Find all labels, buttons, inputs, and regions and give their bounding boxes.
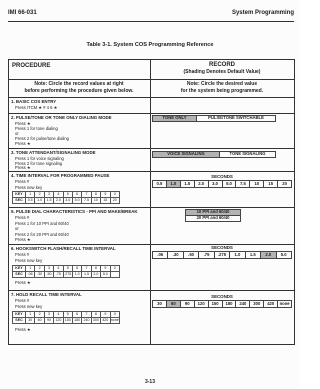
row-rule xyxy=(8,113,295,114)
sec-cell: .06 xyxy=(26,272,35,278)
sec-cell: .275 xyxy=(64,271,72,276)
key-cell: 9 xyxy=(101,312,110,318)
step-instruction: Press ★ xyxy=(15,327,31,332)
sec-cell: 1.5 xyxy=(44,198,53,204)
step-instruction: Press # xyxy=(15,252,30,257)
key-cell: 5 xyxy=(63,192,72,198)
sec-cell: none xyxy=(110,317,119,322)
key-cell: 4 xyxy=(54,312,63,318)
sec-label: SEC xyxy=(13,198,26,204)
row-rule xyxy=(8,79,295,80)
step-instruction: Press 1 for 10 PPI and 60/40 xyxy=(15,220,69,226)
sec-row xyxy=(13,272,120,278)
key-cell: 0 xyxy=(110,312,119,318)
seconds-label: SECONDS xyxy=(211,245,233,250)
seconds-option: 1.5 xyxy=(180,181,194,187)
record-option-10-ppi: 10 PPI and 60/40 xyxy=(185,209,241,216)
key-cell: 2 xyxy=(35,192,44,198)
document-id: IMI 66-031 xyxy=(8,10,37,16)
key-cell: 0 xyxy=(110,266,119,272)
seconds-option: 240 xyxy=(235,301,249,307)
seconds-option: 30 xyxy=(157,300,162,306)
sec-cell: 5.0 xyxy=(101,272,110,278)
step-instruction: Press ★ xyxy=(15,165,31,170)
key-table-pause xyxy=(12,191,120,204)
seconds-option: 3.0 xyxy=(208,181,222,187)
sec-cell: 5.0 xyxy=(72,198,81,204)
sec-cell: 1.5 xyxy=(82,272,91,278)
key-cell: 8 xyxy=(91,312,100,318)
step-instruction: or xyxy=(15,226,19,231)
step-title: 7. HOLD RECALL TIME INTERVAL xyxy=(11,292,82,297)
sec-cell: 30 xyxy=(26,318,35,324)
record-option-pulse-tone: PULSE/TONE SWITCHABLE xyxy=(196,115,276,122)
step-title: 5. PULSE DIAL CHARACTERISTICS - PPI AND MAKE/BREAK xyxy=(11,209,138,214)
key-label: KEY xyxy=(13,312,26,318)
seconds-option: 1.0 xyxy=(229,252,244,258)
header-rule xyxy=(8,21,294,22)
step-instruction: Press 2 for tone signaling xyxy=(15,160,63,166)
seconds-option: .75 xyxy=(198,252,213,258)
seconds-option: 2.0 xyxy=(194,181,208,187)
seconds-option: 20 xyxy=(277,181,291,187)
key-cell: 5 xyxy=(63,266,72,272)
seconds-option: 300 xyxy=(249,301,263,307)
seconds-option: 420 xyxy=(263,301,277,307)
sec-row xyxy=(13,318,120,324)
key-cell: 5 xyxy=(63,312,72,318)
key-cell: 3 xyxy=(44,312,53,318)
seconds-option: 120 xyxy=(194,301,208,307)
step-title: 1. BASIC COS ENTRY xyxy=(11,99,57,104)
key-cell: 1 xyxy=(26,266,35,272)
sec-cell: 20 xyxy=(110,198,119,204)
sec-cell: 15 xyxy=(101,198,110,204)
key-cell: 4 xyxy=(54,266,63,272)
sec-label: SEC xyxy=(13,318,26,324)
seconds-option: 150 xyxy=(208,301,222,307)
seconds-option: .30 xyxy=(167,252,182,258)
key-cell: 0 xyxy=(110,192,119,198)
record-column-header: RECORD xyxy=(208,62,235,68)
step-title: 3. TONE ATTENDANT/SIGNALING MODE xyxy=(11,150,96,155)
procedure-note-line: before performing the procedure given below. xyxy=(24,88,134,94)
sec-cell: 2.0 xyxy=(54,198,63,204)
sec-cell: 0.5 xyxy=(26,198,35,204)
key-cell: 2 xyxy=(35,312,44,318)
step-instruction: Press # xyxy=(15,215,30,220)
key-cell: 9 xyxy=(101,266,110,272)
step-instruction: Press new key xyxy=(15,184,43,190)
key-cell: 1 xyxy=(26,312,35,318)
sec-cell: .30 xyxy=(35,272,44,278)
record-column-subheader: (Shading Denotes Default Value) xyxy=(183,69,261,75)
sec-cell: 180 xyxy=(74,317,81,322)
row-rule xyxy=(8,148,295,149)
key-cell: 6 xyxy=(72,192,81,198)
step-instruction: Press 2 for pulse/tone dialing xyxy=(15,136,70,141)
step-instruction: Press # xyxy=(15,298,30,303)
row-rule xyxy=(8,207,295,208)
procedure-note-line: Note: Circle the record values at right xyxy=(34,81,124,87)
seconds-label: SECONDS xyxy=(211,294,233,299)
step-instruction: Press # xyxy=(15,179,30,184)
seconds-option: 1.5 xyxy=(245,252,260,258)
step-instruction: Press ★ xyxy=(15,141,31,146)
seconds-option: 10 xyxy=(249,181,263,187)
key-cell: 1 xyxy=(26,192,35,198)
sec-cell: .75 xyxy=(54,272,63,278)
seconds-option: 0.5 xyxy=(156,180,163,186)
key-cell: 3 xyxy=(44,192,53,198)
row-rule xyxy=(8,171,295,172)
record-note-line: Note: Circle the desired value xyxy=(186,81,258,87)
record-option-voice-signaling: VOICE SIGNALING xyxy=(152,151,220,158)
seconds-option: 7.5 xyxy=(235,181,249,187)
sec-cell: 2.0 xyxy=(91,272,100,278)
key-cell: 6 xyxy=(72,266,81,272)
step-instruction: Press new key xyxy=(15,258,43,263)
seconds-option: 15 xyxy=(263,181,277,187)
seconds-option: 90 xyxy=(180,301,194,307)
sec-cell: 1.0 xyxy=(72,272,81,278)
step-instruction: or xyxy=(15,131,19,136)
record-option-tone-only: TONE ONLY xyxy=(152,115,197,122)
page-number: 3-13 xyxy=(144,379,155,385)
step-instruction: Press ★ xyxy=(15,280,31,285)
seconds-option: 5.0 xyxy=(222,181,236,187)
sec-cell: 1.0 xyxy=(35,198,44,204)
sec-cell: 90 xyxy=(44,318,53,324)
row-rule xyxy=(8,290,295,291)
row-rule xyxy=(8,244,295,245)
step-instruction: Press 1 for tone dialing xyxy=(15,126,58,131)
seconds-option: 60 xyxy=(166,301,180,307)
sec-cell xyxy=(110,272,119,278)
sec-cell: 420 xyxy=(102,317,109,322)
table-title: Table 3-1. System COS Programming Reference xyxy=(86,42,214,48)
sec-cell: 3.0 xyxy=(63,198,72,204)
key-label: KEY xyxy=(13,266,26,272)
record-option-tone-signaling: TONE SIGNALING xyxy=(219,151,276,158)
section-title: System Programming xyxy=(231,10,294,16)
seconds-option: 1.0 xyxy=(166,181,180,187)
procedure-column-header: PROCEDURE xyxy=(12,63,51,69)
seconds-option: .275 xyxy=(214,252,229,258)
step-instruction: Press new key xyxy=(15,304,43,309)
step-instruction: Press 2 for 20 PPI and 60/40 xyxy=(15,231,69,237)
sec-cell: 10 xyxy=(91,198,100,204)
pause-seconds-options xyxy=(152,180,292,188)
sec-label: SEC xyxy=(13,272,26,278)
key-cell: 8 xyxy=(91,266,100,272)
key-cell: 6 xyxy=(72,312,81,318)
step-instruction: Press ★ xyxy=(15,237,31,242)
record-option-20-ppi: 20 PPI and 60/40 xyxy=(185,215,241,222)
step-title: 6. HOOKSWITCH FLASH/RECALL TIME INTERVAL xyxy=(11,246,116,251)
key-cell: 7 xyxy=(82,312,91,318)
record-note-line: for the system being programmed. xyxy=(180,88,264,94)
sec-cell: 120 xyxy=(55,317,62,322)
seconds-option: 5.0 xyxy=(276,252,291,258)
sec-cell: .50 xyxy=(44,272,53,278)
key-cell: 8 xyxy=(91,192,100,198)
sec-row xyxy=(13,198,120,204)
key-cell: 4 xyxy=(54,192,63,198)
key-cell: 7 xyxy=(82,192,91,198)
key-cell: 9 xyxy=(101,192,110,198)
seconds-option: none xyxy=(277,301,291,307)
column-divider xyxy=(150,59,151,345)
seconds-label: SECONDS xyxy=(211,174,233,179)
sec-cell: 7.5 xyxy=(82,198,91,204)
sec-cell: 150 xyxy=(64,317,71,322)
key-table-hookflash xyxy=(12,265,120,278)
seconds-option: 2.0 xyxy=(260,252,275,258)
step-instruction: Press 1 for voice signaling xyxy=(15,155,64,161)
hold-recall-seconds-options xyxy=(152,300,292,308)
row-rule xyxy=(8,97,295,98)
key-cell: 2 xyxy=(35,266,44,272)
seconds-option: .06 xyxy=(157,251,164,257)
key-cell: 7 xyxy=(82,266,91,272)
step-instruction: Press ★ xyxy=(15,120,31,126)
sec-cell: 60 xyxy=(35,318,44,324)
step-title: 4. TIME INTERVAL FOR PROGRAMMED PAUSE xyxy=(11,173,110,178)
key-label: KEY xyxy=(13,192,26,198)
seconds-option: .50 xyxy=(183,252,198,258)
seconds-option: 180 xyxy=(222,301,236,307)
hookflash-seconds-options xyxy=(152,251,292,259)
key-table-hold-recall xyxy=(12,311,120,324)
key-cell: 3 xyxy=(44,266,53,272)
step-instruction: Press ITCM ★ # 4 6 ★ xyxy=(15,105,58,110)
sec-cell: 240 xyxy=(83,317,90,322)
step-title: 2. PULSE/TONE OR TONE ONLY DIALING MODE xyxy=(11,115,112,120)
sec-cell: 300 xyxy=(92,317,99,322)
